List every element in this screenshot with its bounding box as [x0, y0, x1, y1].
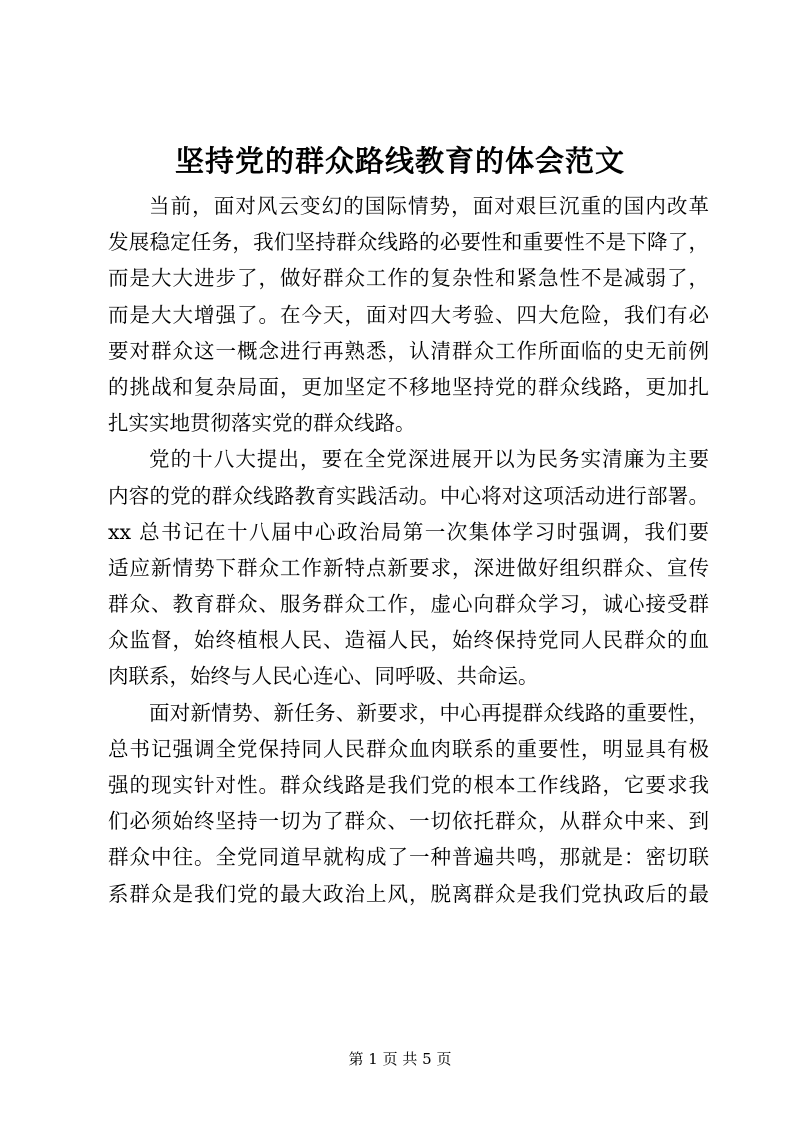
- text-line: 党的十八大提出，要在全党深进展开以为民务实清廉为主要: [149, 447, 709, 472]
- text-line: 肉联系，始终与人民心连心、同呼吸、共命运。: [108, 664, 539, 689]
- page-footer: 第 1 页 共 5 页: [348, 1050, 452, 1068]
- document-body: [108, 188, 709, 912]
- text-line: 群众中往。全党同道早就构成了一种普遍共鸣，那就是：密切联: [108, 845, 709, 870]
- text-line: 当前，面对风云变幻的国际情势，面对艰巨沉重的国内改革: [149, 194, 709, 218]
- text-line: 系群众是我们党的最大政治上风，脱离群众是我们党执政后的最: [108, 881, 709, 906]
- text-line: 们必须始终坚持一切为了群众、一切依托群众，从群众中来、到: [108, 809, 709, 834]
- text-line: 扎实实地贯彻落实党的群众线路。: [108, 411, 416, 436]
- text-line: 群众、教育群众、服务群众工作，虚心向群众学习，诚心接受群: [108, 592, 709, 617]
- text-line: 发展稳定任务，我们坚持群众线路的必要性和重要性不是下降了，: [108, 230, 709, 255]
- text-line: 适应新情势下群众工作新特点新要求，深进做好组织群众、宣传: [108, 555, 709, 580]
- text-line: 众监督，始终植根人民、造福人民，始终保持党同人民群众的血: [108, 628, 709, 653]
- document-title: 坚持党的群众路线教育的体会范文: [174, 144, 625, 178]
- text-line: 而是大大增强了。在今天，面对四大考验、四大危险，我们有必: [108, 302, 709, 327]
- text-line: 内容的党的群众线路教育实践活动。中心将对这项活动进行部署。: [108, 483, 709, 508]
- paragraph-1: [108, 188, 709, 441]
- paragraph-2: [108, 441, 709, 694]
- text-line: 而是大大进步了，做好群众工作的复杂性和紧急性不是减弱了，: [108, 266, 709, 291]
- text-line: 要对群众这一概念进行再熟悉，认清群众工作所面临的史无前例: [108, 338, 709, 363]
- text-line: 的挑战和复杂局面，更加坚定不移地坚持党的群众线路，更加扎: [108, 374, 709, 399]
- text-line: 面对新情势、新任务、新要求，中心再提群众线路的重要性，: [149, 700, 709, 725]
- text-line: xx 总书记在十八届中心政治局第一次集体学习时强调，我们要: [108, 519, 709, 544]
- paragraph-3: [108, 695, 709, 912]
- text-line: 总书记强调全党保持同人民群众血肉联系的重要性，明显具有极: [108, 736, 709, 761]
- text-line: 强的现实针对性。群众线路是我们党的根本工作线路，它要求我: [108, 773, 709, 797]
